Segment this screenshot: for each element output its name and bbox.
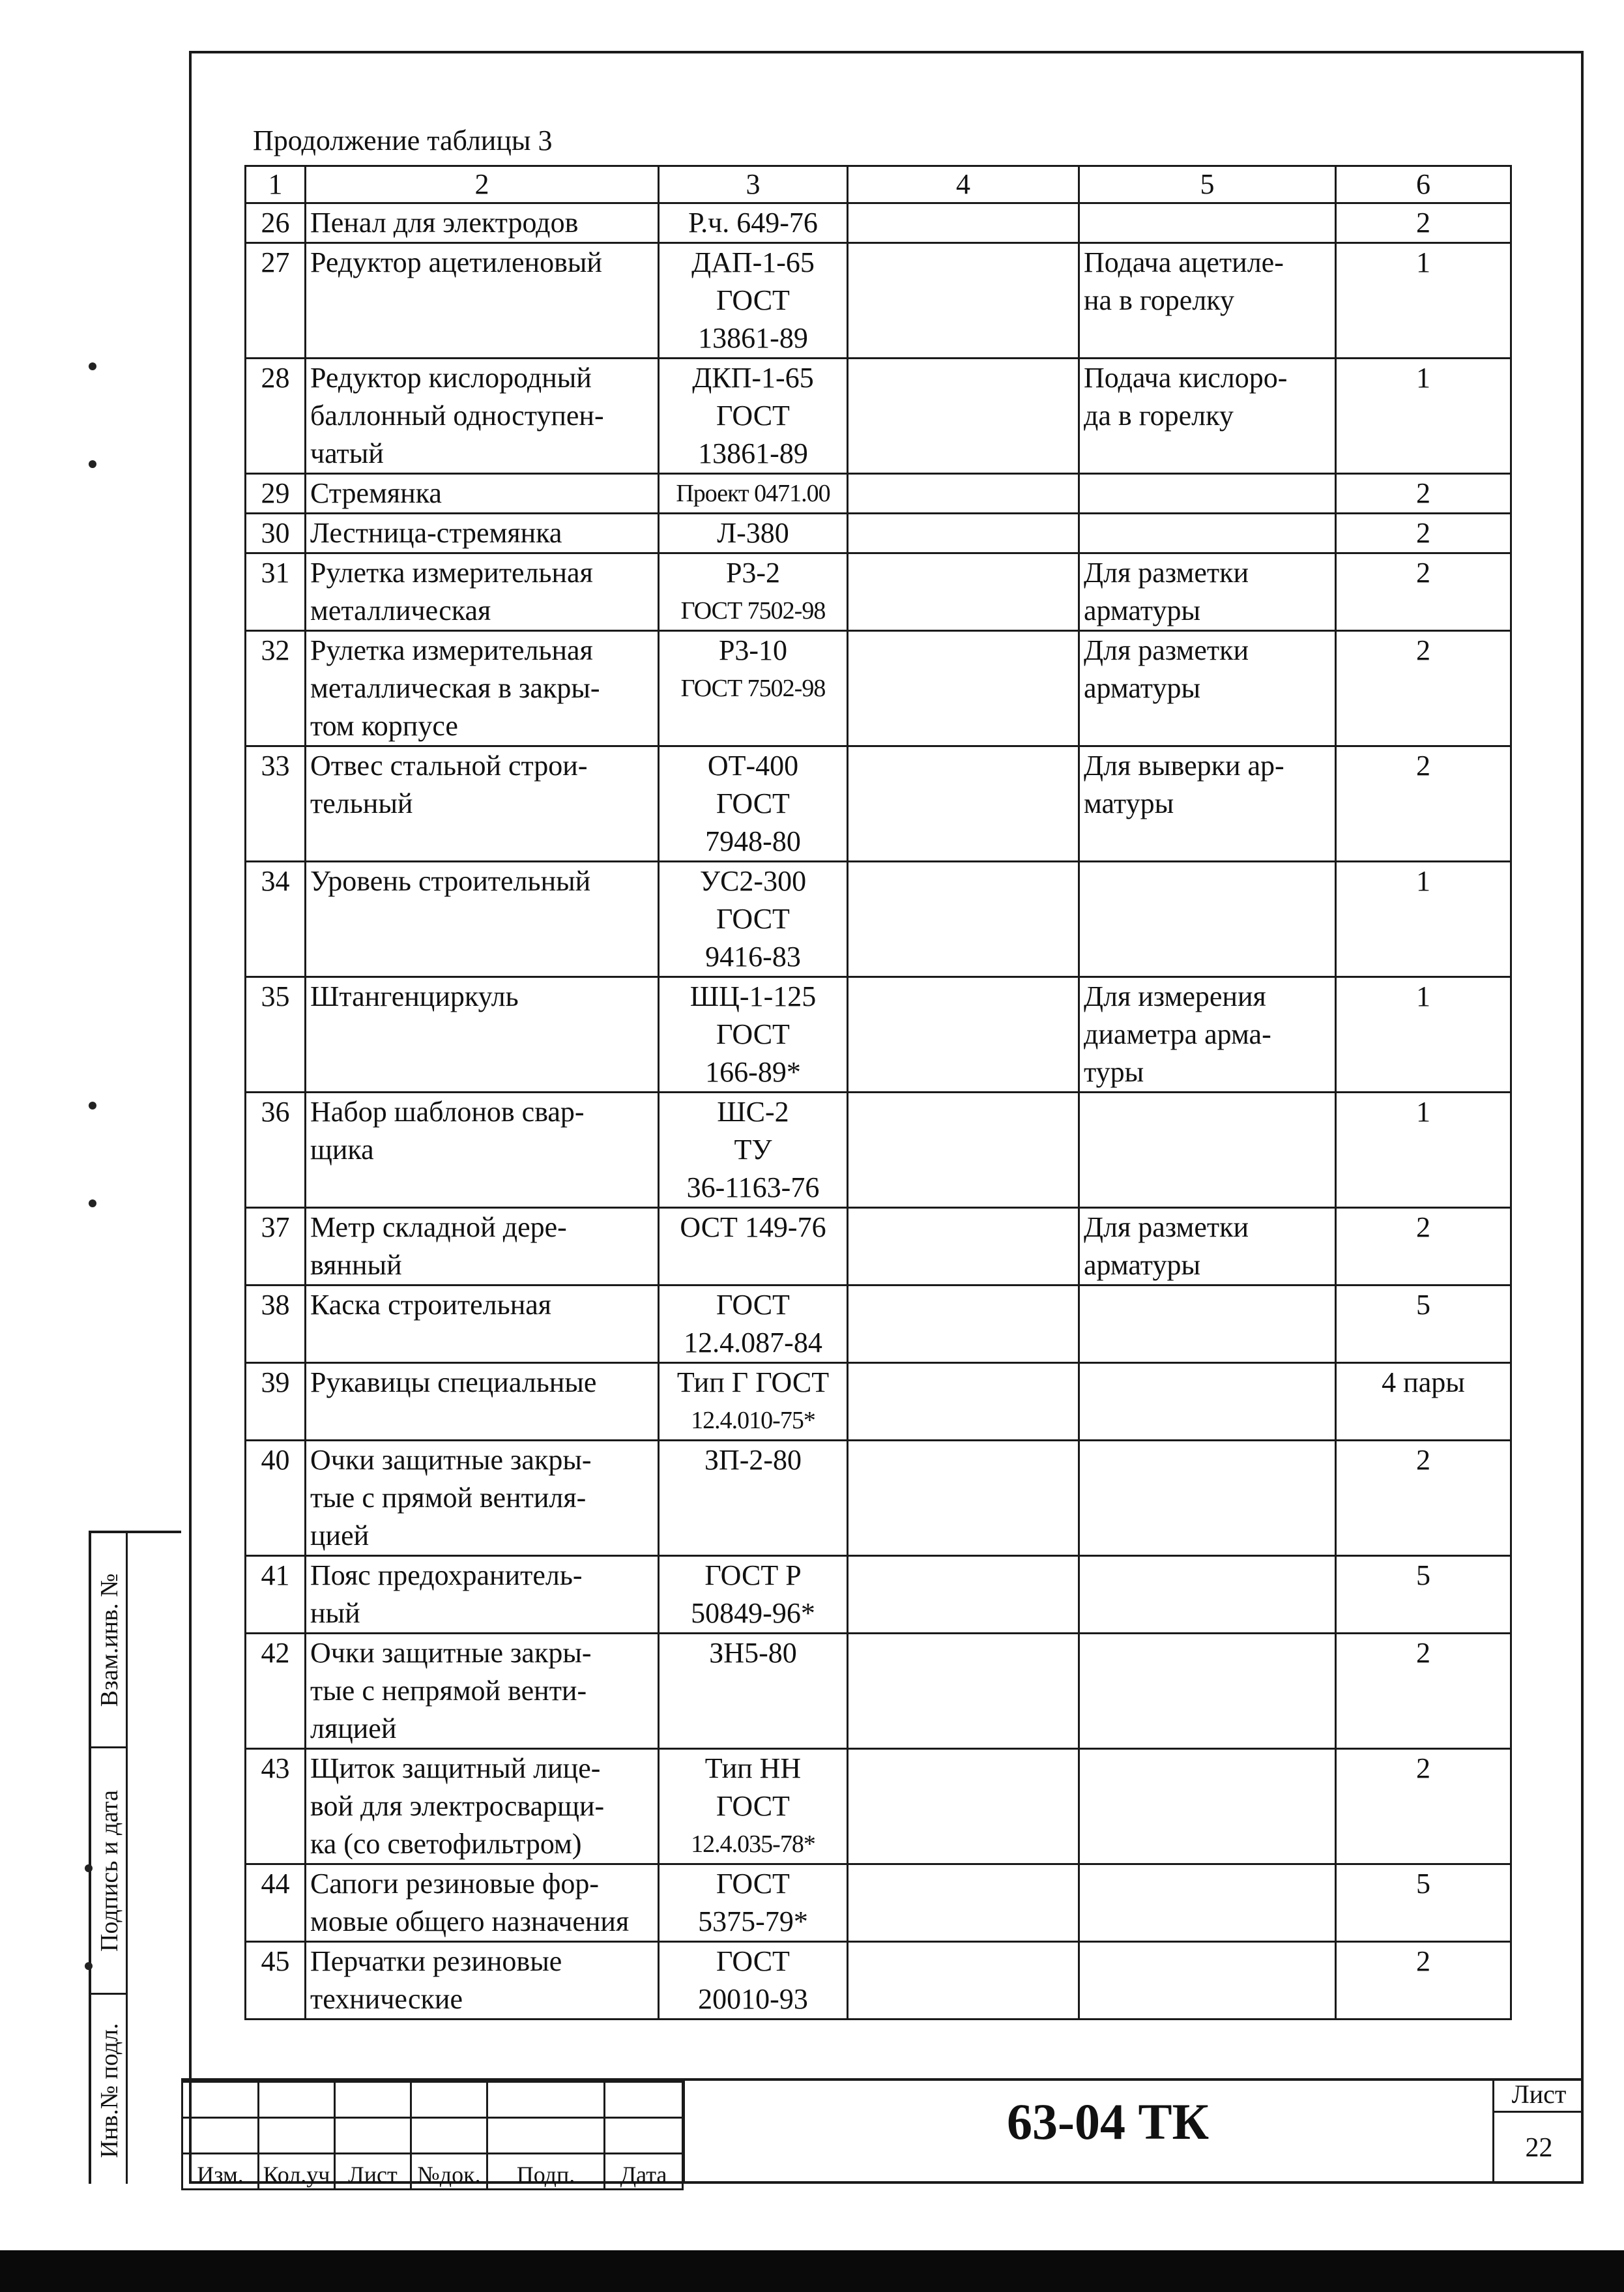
- table-row: [246, 474, 1511, 514]
- cell-qty: 2: [1336, 746, 1511, 862]
- cell-note: [1079, 1363, 1336, 1441]
- cell-col4: [848, 977, 1079, 1093]
- table-row: [246, 1556, 1511, 1634]
- cell-std: [659, 203, 848, 243]
- side-cell-signature-date: [91, 1748, 128, 1995]
- cell-name: [306, 746, 659, 862]
- std-line: ОСТ 149-76: [680, 1211, 826, 1243]
- cell-col4: [848, 514, 1079, 553]
- cell-num: 35: [246, 977, 306, 1093]
- table-row: [246, 359, 1511, 474]
- table-row: [246, 553, 1511, 631]
- cell-std: [659, 1556, 848, 1634]
- std-line: 12.4.087-84: [684, 1327, 822, 1359]
- cell-qty: 1: [1336, 359, 1511, 474]
- cell-col4: [848, 359, 1079, 474]
- cell-num: 41: [246, 1556, 306, 1634]
- cell-num: 44: [246, 1864, 306, 1942]
- cell-note: [1079, 1749, 1336, 1864]
- cell-std: [659, 1864, 848, 1942]
- cell-num: 36: [246, 1093, 306, 1208]
- std-line: ОТ-400: [707, 750, 799, 782]
- cell-std: [659, 553, 848, 631]
- cell-name: [306, 1942, 659, 2020]
- cell-std: [659, 977, 848, 1093]
- cell-qty: 2: [1336, 553, 1511, 631]
- table-row: [246, 203, 1511, 243]
- cell-col4: [848, 1942, 1079, 2020]
- cell-qty: 2: [1336, 474, 1511, 514]
- cell-name: [306, 977, 659, 1093]
- cell-col4: [848, 553, 1079, 631]
- note-line: Для измерения: [1084, 980, 1266, 1012]
- cell-qty: 2: [1336, 631, 1511, 746]
- std-line: ТУ: [734, 1134, 772, 1166]
- cell-std: [659, 1093, 848, 1208]
- cell-std: [659, 1634, 848, 1749]
- cell-col4: [848, 1286, 1079, 1363]
- cell-num: 42: [246, 1634, 306, 1749]
- name-line: Отвес стальной строи-: [310, 750, 588, 782]
- revision-row: [182, 2118, 683, 2154]
- cell-num: 39: [246, 1363, 306, 1441]
- std-line: ГОСТ Р: [704, 1559, 802, 1591]
- std-line: Тип НН: [704, 1752, 802, 1784]
- cell-num: 38: [246, 1286, 306, 1363]
- cell-col4: [848, 1749, 1079, 1864]
- table-row: [246, 746, 1511, 862]
- std-line: 12.4.035-78*: [691, 1830, 815, 1858]
- side-label-column: [91, 1533, 128, 2184]
- name-line: Штангенциркуль: [310, 980, 519, 1012]
- name-line: ляцией: [310, 1712, 397, 1744]
- cell-name: [306, 1208, 659, 1286]
- side-label-original-inv: Инв.№ подл.: [96, 2023, 123, 2158]
- name-line: Лестница-стремянка: [310, 517, 562, 549]
- cell-qty: 2: [1336, 1634, 1511, 1749]
- std-line: 7948-80: [705, 825, 801, 857]
- side-label-replacement-inv: Взам.инв. №: [96, 1573, 123, 1707]
- std-line: ШС-2: [717, 1096, 789, 1128]
- cell-note: [1079, 514, 1336, 553]
- name-line: чатый: [310, 437, 384, 469]
- cell-note: [1079, 1634, 1336, 1749]
- std-line: ГОСТ: [716, 1868, 790, 1900]
- cell-note: [1079, 1942, 1336, 2020]
- cell-col4: [848, 1634, 1079, 1749]
- name-line: Рулетка измерительная: [310, 557, 593, 589]
- cell-std: [659, 1286, 848, 1363]
- std-line: Р.ч. 649-76: [688, 207, 818, 239]
- cell-std: [659, 359, 848, 474]
- std-line: ГОСТ 7502-98: [680, 675, 826, 702]
- std-line: 20010-93: [698, 1983, 808, 2015]
- cell-num: 40: [246, 1441, 306, 1556]
- std-line: ГОСТ 7502-98: [680, 597, 826, 624]
- std-line: ДКП-1-65: [692, 362, 814, 394]
- cell-note: [1079, 1208, 1336, 1286]
- std-line: 5375-79*: [698, 1905, 808, 1937]
- cell-qty: 1: [1336, 862, 1511, 977]
- note-line: арматуры: [1084, 1249, 1201, 1281]
- std-line: Р3-2: [725, 557, 781, 589]
- cell-note: [1079, 1441, 1336, 1556]
- binder-hole-mark: [85, 1962, 93, 1970]
- std-line: ГОСТ: [716, 1018, 790, 1050]
- cell-col4: [848, 1441, 1079, 1556]
- name-line: металлическая: [310, 595, 491, 626]
- cell-col4: [848, 474, 1079, 514]
- cell-note: [1079, 1556, 1336, 1634]
- name-line: тельный: [310, 787, 413, 819]
- name-line: баллонный одноступен-: [310, 400, 604, 432]
- std-line: 12.4.010-75*: [691, 1407, 815, 1434]
- cell-name: [306, 243, 659, 359]
- name-line: Рукавицы специальные: [310, 1366, 597, 1398]
- cell-col4: [848, 1093, 1079, 1208]
- cell-num: 33: [246, 746, 306, 862]
- cell-note: [1079, 203, 1336, 243]
- table-row: [246, 1093, 1511, 1208]
- name-line: Перчатки резиновые: [310, 1945, 562, 1977]
- name-line: Пояс предохранитель-: [310, 1559, 583, 1591]
- note-line: Для разметки: [1084, 557, 1249, 589]
- name-line: тые с непрямой венти-: [310, 1675, 587, 1707]
- cell-name: [306, 1556, 659, 1634]
- cell-col4: [848, 862, 1079, 977]
- cell-col4: [848, 1208, 1079, 1286]
- std-line: ГОСТ: [716, 787, 790, 819]
- stamp-col-count: Кол.уч: [259, 2154, 335, 2190]
- sheet-box: [1492, 2078, 1584, 2184]
- cell-num: 30: [246, 514, 306, 553]
- cell-note: [1079, 474, 1336, 514]
- cell-num: 43: [246, 1749, 306, 1864]
- scan-edge-bar: [0, 2250, 1624, 2292]
- cell-qty: 2: [1336, 514, 1511, 553]
- cell-note: [1079, 553, 1336, 631]
- binder-hole-mark: [89, 1199, 96, 1207]
- cell-name: [306, 203, 659, 243]
- std-line: УС2-300: [699, 865, 807, 897]
- table-row: [246, 1634, 1511, 1749]
- cell-qty: 5: [1336, 1556, 1511, 1634]
- cell-col4: [848, 631, 1079, 746]
- name-line: Уровень строительный: [310, 865, 591, 897]
- cell-name: [306, 1864, 659, 1942]
- name-line: цией: [310, 1520, 370, 1551]
- cell-qty: 1: [1336, 977, 1511, 1093]
- binder-hole-mark: [89, 362, 96, 370]
- cell-qty: 5: [1336, 1864, 1511, 1942]
- note-line: Для разметки: [1084, 1211, 1249, 1243]
- cell-qty: 1: [1336, 243, 1511, 359]
- std-line: Тип Г ГОСТ: [676, 1366, 830, 1398]
- name-line: Каска строительная: [310, 1289, 552, 1321]
- header-cell: 2: [306, 166, 659, 203]
- std-line: 50849-96*: [691, 1597, 815, 1629]
- title-block-divider: [683, 2078, 685, 2184]
- cell-note: [1079, 746, 1336, 862]
- table-row: [246, 1864, 1511, 1942]
- std-line: Л-380: [717, 517, 789, 549]
- cell-qty: 2: [1336, 1942, 1511, 2020]
- binder-hole-mark: [89, 460, 96, 468]
- name-line: Редуктор ацетиленовый: [310, 246, 602, 278]
- cell-col4: [848, 243, 1079, 359]
- sheet-label: Лист: [1494, 2078, 1584, 2113]
- note-line: арматуры: [1084, 672, 1201, 704]
- cell-note: [1079, 977, 1336, 1093]
- cell-name: [306, 1093, 659, 1208]
- note-line: туры: [1084, 1056, 1144, 1088]
- cell-name: [306, 1749, 659, 1864]
- table-row: [246, 1208, 1511, 1286]
- table-row: [246, 1749, 1511, 1864]
- cell-qty: 2: [1336, 1749, 1511, 1864]
- cell-num: 26: [246, 203, 306, 243]
- std-line: Проект 0471.00: [676, 480, 830, 507]
- revision-row: [182, 2082, 683, 2118]
- cell-col4: [848, 1556, 1079, 1634]
- cell-note: [1079, 1286, 1336, 1363]
- cell-qty: 2: [1336, 1441, 1511, 1556]
- cell-name: [306, 514, 659, 553]
- name-line: вой для электросварщи-: [310, 1790, 605, 1822]
- cell-num: 37: [246, 1208, 306, 1286]
- cell-qty: 2: [1336, 1208, 1511, 1286]
- std-line: ГОСТ: [716, 1289, 790, 1321]
- cell-num: 45: [246, 1942, 306, 2020]
- cell-note: [1079, 1864, 1336, 1942]
- cell-qty: 2: [1336, 203, 1511, 243]
- header-cell: 3: [659, 166, 848, 203]
- cell-note: [1079, 631, 1336, 746]
- cell-col4: [848, 1864, 1079, 1942]
- note-line: на в горелку: [1084, 284, 1235, 316]
- cell-name: [306, 1286, 659, 1363]
- std-line: ГОСТ: [716, 1790, 790, 1822]
- note-line: да в горелку: [1084, 400, 1234, 432]
- name-line: ка (со светофильтром): [310, 1828, 582, 1860]
- stamp-col-doc-no: №док.: [411, 2154, 487, 2190]
- cell-num: 32: [246, 631, 306, 746]
- table-row: [246, 862, 1511, 977]
- name-line: Сапоги резиновые фор-: [310, 1868, 600, 1900]
- name-line: Пенал для электродов: [310, 207, 579, 239]
- revision-header-row: [182, 2154, 683, 2190]
- left-margin-stamp: [89, 1531, 181, 2184]
- std-line: ГОСТ: [716, 903, 790, 935]
- binder-hole-mark: [89, 1102, 96, 1109]
- table-caption: Продолжение таблицы 3: [253, 125, 553, 156]
- cell-qty: 1: [1336, 1093, 1511, 1208]
- cell-std: [659, 1363, 848, 1441]
- name-line: Щиток защитный лице-: [310, 1752, 601, 1784]
- side-cell-replacement-inv: [91, 1533, 128, 1748]
- header-cell: 5: [1079, 166, 1336, 203]
- std-line: 13861-89: [698, 437, 808, 469]
- cell-name: [306, 359, 659, 474]
- name-line: ный: [310, 1597, 360, 1629]
- std-line: 13861-89: [698, 322, 808, 354]
- cell-qty: 5: [1336, 1286, 1511, 1363]
- cell-std: [659, 746, 848, 862]
- cell-note: [1079, 243, 1336, 359]
- cell-name: [306, 474, 659, 514]
- name-line: щика: [310, 1134, 374, 1166]
- note-line: Для выверки ар-: [1084, 750, 1284, 782]
- note-line: Для разметки: [1084, 634, 1249, 666]
- std-line: ГОСТ: [716, 400, 790, 432]
- cell-name: [306, 1363, 659, 1441]
- name-line: Стремянка: [310, 477, 442, 509]
- note-line: арматуры: [1084, 595, 1201, 626]
- cell-std: [659, 1749, 848, 1864]
- name-line: Рулетка измерительная: [310, 634, 593, 666]
- cell-name: [306, 631, 659, 746]
- cell-col4: [848, 1363, 1079, 1441]
- note-line: Подача ацетиле-: [1084, 246, 1284, 278]
- name-line: мовые общего назначения: [310, 1905, 630, 1937]
- side-label-signature-date: Подпись и дата: [96, 1789, 123, 1952]
- table-row: [246, 631, 1511, 746]
- std-line: 166-89*: [705, 1056, 801, 1088]
- side-cell-original-inv: [91, 1995, 128, 2186]
- cell-note: [1079, 862, 1336, 977]
- cell-name: [306, 1441, 659, 1556]
- std-line: 9416-83: [705, 941, 801, 973]
- cell-qty: 4 пары: [1336, 1363, 1511, 1441]
- stamp-col-signature: Подп.: [487, 2154, 605, 2190]
- cell-num: 27: [246, 243, 306, 359]
- cell-name: [306, 553, 659, 631]
- header-cell: 1: [246, 166, 306, 203]
- cell-std: [659, 1942, 848, 2020]
- table-row: [246, 977, 1511, 1093]
- header-cell: 6: [1336, 166, 1511, 203]
- stamp-col-change: Изм.: [182, 2154, 259, 2190]
- name-line: Очки защитные закры-: [310, 1444, 592, 1476]
- std-line: Р3-10: [718, 634, 788, 666]
- cell-col4: [848, 746, 1079, 862]
- std-line: ДАП-1-65: [691, 246, 815, 278]
- name-line: технические: [310, 1983, 463, 2015]
- cell-note: [1079, 359, 1336, 474]
- table-header-row: [246, 166, 1511, 203]
- cell-std: [659, 631, 848, 746]
- name-line: том корпусе: [310, 710, 458, 742]
- note-line: матуры: [1084, 787, 1174, 819]
- revision-table: [181, 2081, 684, 2190]
- table-row: [246, 1942, 1511, 2020]
- cell-num: 31: [246, 553, 306, 631]
- name-line: металлическая в закры-: [310, 672, 600, 704]
- name-line: тые с прямой вентиля-: [310, 1482, 587, 1514]
- binder-hole-mark: [85, 1864, 93, 1872]
- cell-col4: [848, 203, 1079, 243]
- name-line: Метр складной дере-: [310, 1211, 567, 1243]
- stamp-col-sheet: Лист: [335, 2154, 411, 2190]
- cell-std: [659, 474, 848, 514]
- name-line: Набор шаблонов свар-: [310, 1096, 585, 1128]
- cell-std: [659, 514, 848, 553]
- std-line: ШЦ-1-125: [689, 980, 817, 1012]
- std-line: 36-1163-76: [686, 1171, 820, 1203]
- table-row: [246, 1286, 1511, 1363]
- std-line: ГОСТ: [716, 1945, 790, 1977]
- name-line: Редуктор кислородный: [310, 362, 592, 394]
- header-cell: 4: [848, 166, 1079, 203]
- table-row: [246, 1441, 1511, 1556]
- name-line: вянный: [310, 1249, 402, 1281]
- cell-name: [306, 862, 659, 977]
- std-line: ЗП-2-80: [704, 1444, 802, 1476]
- document-code: 63-04 ТК: [1006, 2093, 1210, 2150]
- note-line: Подача кислоро-: [1084, 362, 1288, 394]
- cell-num: 29: [246, 474, 306, 514]
- cell-num: 34: [246, 862, 306, 977]
- cell-note: [1079, 1093, 1336, 1208]
- name-line: Очки защитные закры-: [310, 1637, 592, 1669]
- cell-std: [659, 862, 848, 977]
- cell-std: [659, 1208, 848, 1286]
- std-line: ГОСТ: [716, 284, 790, 316]
- cell-std: [659, 243, 848, 359]
- cell-std: [659, 1441, 848, 1556]
- table-row: [246, 243, 1511, 359]
- equipment-table: [244, 165, 1512, 2020]
- note-line: диаметра арма-: [1084, 1018, 1271, 1050]
- cell-num: 28: [246, 359, 306, 474]
- std-line: ЗН5-80: [709, 1637, 797, 1669]
- table-row: [246, 514, 1511, 553]
- stamp-col-date: Дата: [605, 2154, 683, 2190]
- table-row: [246, 1363, 1511, 1441]
- cell-name: [306, 1634, 659, 1749]
- sheet-number: 22: [1525, 2133, 1553, 2163]
